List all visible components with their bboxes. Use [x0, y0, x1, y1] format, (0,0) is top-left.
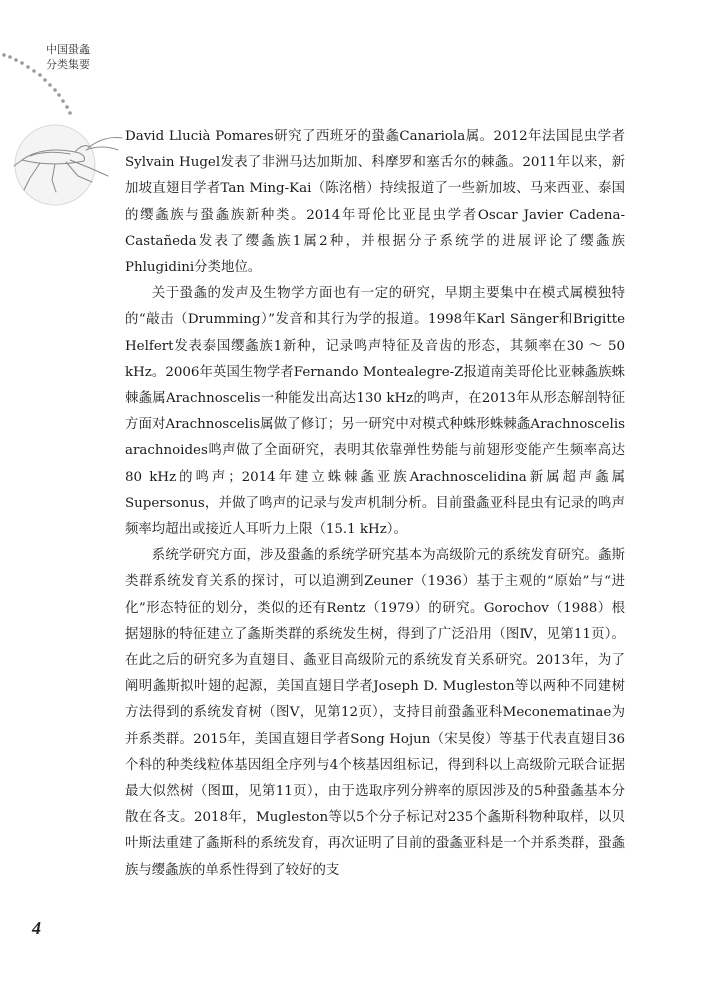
- paragraph-2: 关于蛩螽的发声及生物学方面也有一定的研究，早期主要集中在模式属模独特的“敲击（Drumming）”发音和其行为学的报道。1998年Karl Sänger和Brigitte Helfert发表泰国缨螽族1新种，记录鸣声特征及音齿的形态，其频率在30 ～ 50 kHz。2006年英国生物学者Fernando Montealegre-Z报道南美哥伦比亚棘螽族蛛棘螽属Arachnoscelis一种能发出高达130 kHz的鸣声，在2013年从形态解剖特征方面对Arachnoscelis属做了修订；另一研究中对模式种蛛形蛛棘螽Arachnoscelis arachnoides鸣声做了全面研究，表明其依靠弹性势能与前翅形变能产生频率高达80 kHz的鸣声；2014年建立蛛棘螽亚族Arachnoscelidina新属超声螽属Supersonus，并做了鸣声的记录与发声机制分析。目前蛩螽亚科昆虫有记录的鸣声频率均超出或接近人耳听力上限（15.1 kHz）。: [125, 286, 625, 538]
- paragraph-1: David Llucià Pomares研究了西班牙的蛩螽Canariola属。2012年法国昆虫学者Sylvain Hugel发表了非洲马达加斯加、科摩罗和塞舌尔的棘螽。2011年以来，新加坡直翅目学者Tan Ming-Kai（陈洺楷）持续报道了一些新加坡、马来西亚、泰国的缨螽族与蛩螽族新种类。2014年哥伦比亚昆虫学者Oscar Javier Cadena-Castañeda发表了缨螽族1属2种，并根据分子系统学的进展评论了缨螽族Phlugidini分类地位。: [125, 129, 625, 276]
- paragraph-3: 系统学研究方面，涉及蛩螽的系统学研究基本为高级阶元的系统发育研究。螽斯类群系统发育关系的探讨，可以追溯到Zeuner（1936）基于主观的“原始”与“进化”形态特征的划分，类似的还有Rentz（1979）的研究。Gorochov（1988）根据翅脉的特征建立了螽斯类群的系统发生树，得到了广泛沿用（图Ⅳ，见第11页）。在此之后的研究多为直翅目、螽亚目高级阶元的系统发育关系研究。2013年，为了阐明螽斯拟叶翅的起源，美国直翅目学者Joseph D. Mugleston等以两种不同建树方法得到的系统发育树（图Ⅴ，见第12页），支持目前蛩螽亚科Meconematinae为并系类群。2015年，美国直翅目学者Song Hojun（宋昊俊）等基于代表直翅目36个科的种类线粒体基因组全序列与4个核基因组标记，得到科以上高级阶元联合证据最大似然树（图Ⅲ，见第11页），由于选取序列分辨率的原因涉及的5种蛩螽基本分散在各支。2018年，Mugleston等以5个分子标记对235个螽斯科物种取样，以贝叶斯法重建了螽斯科的系统发育，再次证明了目前的蛩螽亚科是一个并系类群，蛩螽族与缨螽族的单系性得到了较好的支: [125, 548, 625, 878]
- page-number: 4: [32, 918, 41, 938]
- body-text: [125, 124, 625, 884]
- katydid-illustration-icon: [0, 0, 140, 240]
- header-line-1: 中国蛩螽: [46, 43, 90, 56]
- header-line-2: 分类集要: [46, 58, 90, 71]
